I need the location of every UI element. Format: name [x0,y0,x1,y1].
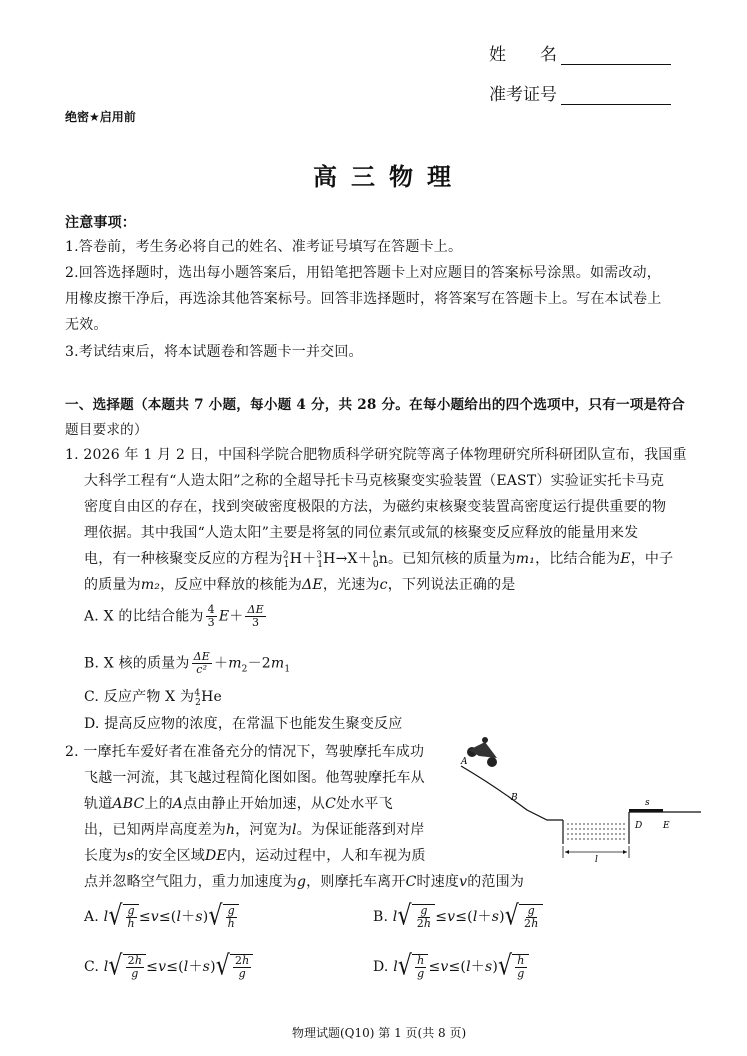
q1-line-1: 1. 2026 年 1 月 2 日，中国科学院合肥物质科学研究院等离子体物理研究所科研团队宣布，我国重 [65,447,687,463]
motorcycle-jump-diagram [455,736,705,866]
label-a: A [461,757,468,767]
q1-option-c[interactable]: C. 反应产物 X 为$^4_2$He [84,688,222,708]
q1-line-4: 理依据。其中我国“人造太阳”主要是将氢的同位素氘或氚的核聚变反应释放的能量用来发 [84,525,639,541]
notice-item-2-end: 无效。 [65,317,108,333]
q2-line-5: 长度为s的安全区域DE内，运动过程中，人和车视为质 [84,848,426,864]
q1-line-5: 电，有一种核聚变反应的方程为$^2_1$H＋$^3_1$H→X＋$^1_0$n。已知氘核的质量为m₁，比结合能为E，中子 [84,550,674,570]
name-field[interactable] [489,40,671,65]
q2-line-1: 2. 一摩托车爱好者在准备充分的情况下，驾驶摩托车成功 [65,744,425,760]
notice-item-2: 2.回答选择题时，选出每小题答案后，用铅笔把答题卡上对应题目的答案标号涂黑。如需改动， [65,265,661,281]
q1-line-6: 的质量为m₂，反应中释放的核能为ΔE，光速为c，下列说法正确的是 [84,577,516,593]
ticket-blank[interactable] [561,90,671,105]
motorcycle-icon [467,737,497,767]
q1-option-b[interactable]: B. X 核的质量为 $\frac{\Delta E}{\text{c²}}$ $+m_2-2m_1$ [84,650,291,676]
safe-zone-de [629,809,663,812]
river [567,824,625,839]
notice-item-3: 3.考试结束后，将本试题卷和答题卡一并交回。 [65,344,363,360]
name-label: 姓 名 [489,45,557,65]
section-heading: 一、选择题（本题共 7 小题，每小题 4 分，共 28 分。在每小题给出的四个选项中，只有一项是符合 [65,397,685,413]
q2-line-3: 轨道ABC上的A点由静止开始加速，从C处水平飞 [84,796,393,812]
label-s: s [645,798,650,808]
fusion-equation: $^2_1$H＋$^3_1$H→X＋$^1_0$n [282,550,388,570]
label-b: B [511,793,518,803]
page-title: 高三物理 [313,163,465,191]
q2-line-4: 出，已知两岸高度差为h，河宽为l。为保证能落到对岸 [84,822,425,838]
notice-item-1: 1.答卷前，考生务必将自己的姓名、准考证号填写在答题卡上。 [65,239,463,255]
q1-option-d[interactable]: D. 提高反应物的浓度，在常温下也能发生聚变反应 [84,716,403,732]
q2-line-2: 飞越一河流，其飞越过程简化图如图。他驾驶摩托车从 [84,770,425,786]
q2-option-d[interactable]: D. l √ $\frac{h}{g}$ ≤v≤(l＋s) √ $\frac{h}{g}$ [373,954,529,980]
q2-line-6: 点并忽略空气阻力，重力加速度为g，则摩托车离开C时速度v的范围为 [84,874,525,890]
page-footer: 物理试题(Q10) 第 1 页(共 8 页) [292,1026,467,1040]
section-heading-cont: 题目要求的） [65,422,148,438]
label-e: E [663,821,670,831]
secret-mark: 绝密★启用前 [65,110,136,124]
q2-option-c[interactable]: C. l √ $\frac{2h}{g}$ ≤v≤(l＋s) √ $\frac{2h}{g}$ [84,954,253,980]
q1-line-2: 大科学工程有“人造太阳”之称的全超导托卡马克核聚变实验装置（EAST）实验证实托卡马克 [84,473,665,489]
ticket-label: 准考证号 [489,85,557,105]
label-l: l [595,855,598,865]
q1-line-3: 密度自由区的存在，找到突破密度极限的方法，为磁约束核聚变装置高密度运行提供重要的物 [84,499,667,515]
ticket-field[interactable] [489,80,671,105]
label-d: D [635,821,643,831]
q2-option-a[interactable]: A. l √ $\frac{g}{h}$ ≤v≤(l＋s) √ $\frac{g}{h}$ [84,904,239,930]
q2-option-b[interactable]: B. l √ $\frac{g}{2h}$ ≤v≤(l＋s) √ $\frac{g}{2h}$ [373,904,543,930]
q1-option-a[interactable]: A. X 的比结合能为 $\frac{4}{3}$ E＋ $\frac{\Delta E}{3}$ [84,603,264,629]
notice-item-2-cont: 用橡皮擦干净后，再选涂其他答案标号。回答非选择题时，将答案写在答题卡上。写在本试卷上 [65,291,662,307]
notice-heading: 注意事项： [65,215,136,231]
name-blank[interactable] [561,50,671,65]
